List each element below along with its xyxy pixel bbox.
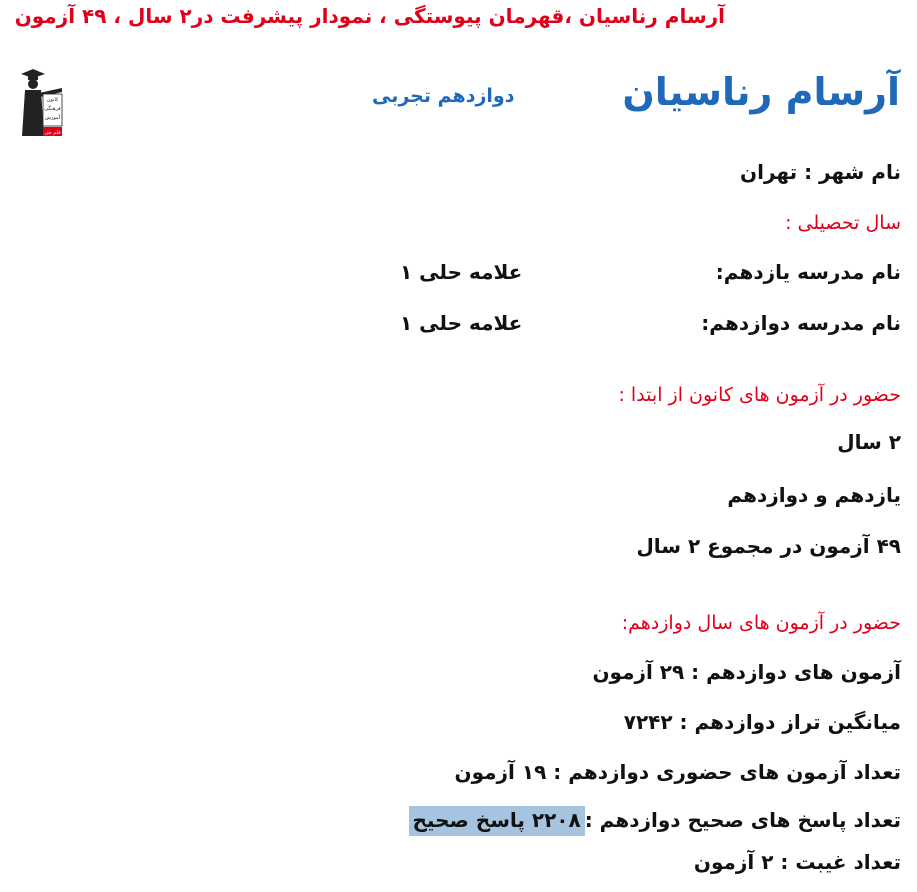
academic-year-label: سال تحصیلی : [785,212,901,234]
grade-label: دوازدهم تجربی [372,85,515,107]
attendance-12-heading: حضور در آزمون های سال دوازدهم: [621,612,901,634]
logo-line-3: آموزش [44,115,61,121]
page-top-title: آرسام رناسیان ،قهرمان پیوستگی ، نمودار پیشرفت در۲ سال ، ۴۹ آزمون [14,4,725,28]
attendance-total-exams: ۴۹ آزمون در مجموع ۲ سال [636,534,901,558]
school-11-value: علامه حلی ۱ [400,260,523,284]
absences-line: تعداد غیبت : ۲ آزمون [693,850,901,874]
correct-answers-line [409,808,901,832]
attendance-years: ۲ سال [837,430,901,454]
logo-line-1: کانون [46,97,59,103]
logo-line-2: فرهنگی [44,106,61,112]
correct-answers-highlight: ۲۲۰۸ پاسخ صحیح [409,806,585,836]
school-12-label: نام مدرسه دوازدهم: [701,311,901,335]
logo-badge: قلم چی [44,130,61,136]
present-exams-line: تعداد آزمون های حضوری دوازدهم : ۱۹ آزمون [454,760,901,784]
attendance-total-heading: حضور در آزمون های کانون از ابتدا : [618,384,901,406]
exams-12-line: آزمون های دوازدهم : ۲۹ آزمون [592,660,901,684]
graduate-figure-icon [19,66,63,140]
attendance-grades: یازدهم و دوازدهم [727,483,901,507]
city-line: نام شهر : تهران [740,160,901,184]
school-11-label: نام مدرسه یازدهم: [715,260,901,284]
correct-answers-label: تعداد پاسخ های صحیح دوازدهم : [584,808,901,832]
kanoon-logo [19,66,63,140]
avg-score-line: میانگین تراز دوازدهم : ۷۲۴۲ [623,710,901,734]
school-12-value: علامه حلی ۱ [400,311,523,335]
student-name: آرسام رناسیان [622,70,900,114]
